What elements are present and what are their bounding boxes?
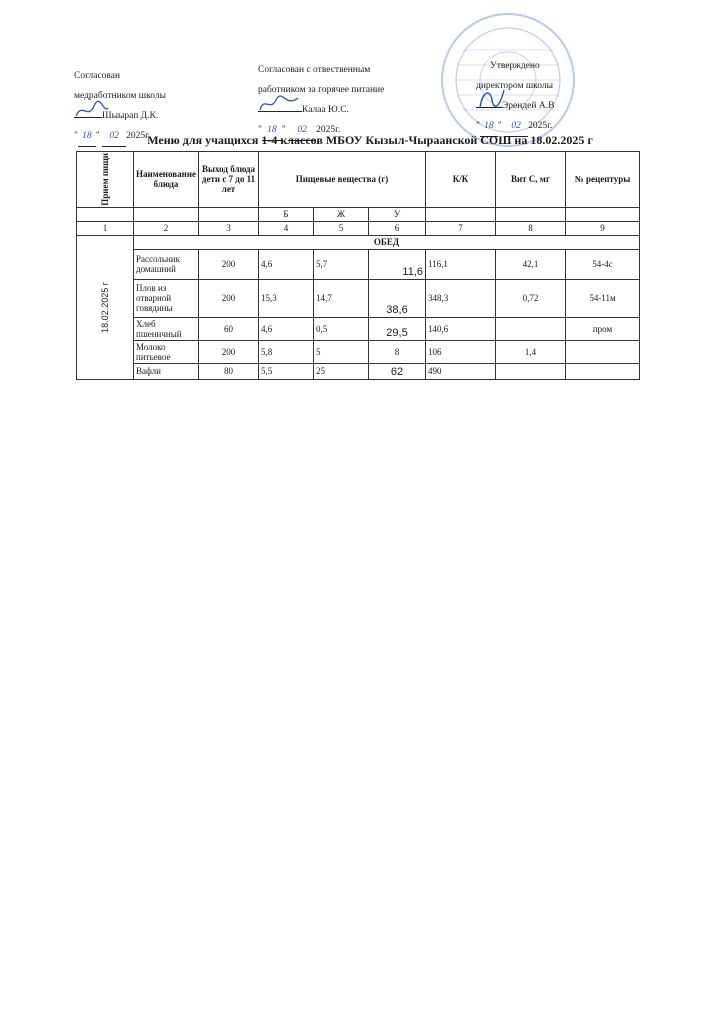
protein: 5,8 xyxy=(259,340,314,363)
subheader-zh: Ж xyxy=(314,207,369,221)
table-row xyxy=(77,363,640,379)
date-month: 02 xyxy=(288,120,316,141)
col-number: 8 xyxy=(496,221,566,235)
fat: 0,5 xyxy=(314,317,369,340)
vitamin-c: 42,1 xyxy=(496,249,566,279)
date-day: 18 xyxy=(262,120,282,141)
protein: 4,6 xyxy=(259,317,314,340)
dish-name: Хлеб пшеничный xyxy=(134,317,199,340)
date-quote-open: " xyxy=(258,125,262,135)
approval-food-responsible xyxy=(258,60,448,141)
portion: 200 xyxy=(199,279,259,317)
col-number: 5 xyxy=(314,221,369,235)
date-year: 2025г. xyxy=(528,121,553,131)
approval-director xyxy=(476,56,656,137)
dish-name: Рассольник домашний xyxy=(134,249,199,279)
approval-role: медработником школы xyxy=(74,91,166,101)
date-cell: 18.02.2025 г xyxy=(77,235,134,379)
menu-table xyxy=(76,151,640,380)
date-quote-close: " xyxy=(95,131,100,141)
dish-name: Вафли xyxy=(134,363,199,379)
section-row xyxy=(77,235,640,249)
subheader-row xyxy=(77,207,640,221)
header-vitc: Вит С, мг xyxy=(496,152,566,208)
recipe-number xyxy=(566,340,640,363)
approval-label: Утверждено xyxy=(490,61,540,71)
col-number: 4 xyxy=(259,221,314,235)
approval-name: Эрендей А.В xyxy=(502,101,555,111)
col-number: 2 xyxy=(134,221,199,235)
dish-name: Плов из отварной говядины xyxy=(134,279,199,317)
date-quote-close: " xyxy=(497,121,502,131)
vitamin-c: 0,72 xyxy=(496,279,566,317)
approval-name: Шыырап Д.К. xyxy=(102,111,159,121)
carbs: 29,5 xyxy=(369,317,426,340)
date-month: 02 xyxy=(504,116,528,137)
kcal: 106 xyxy=(426,340,496,363)
portion: 200 xyxy=(199,340,259,363)
col-number: 7 xyxy=(426,221,496,235)
kcal: 348,3 xyxy=(426,279,496,317)
date-month: 02 xyxy=(102,126,126,147)
dish-name: Молоко питьевое xyxy=(134,340,199,363)
date-quote-open: " xyxy=(74,131,78,141)
table-row xyxy=(77,279,640,317)
recipe-number: 54-11м xyxy=(566,279,640,317)
portion: 200 xyxy=(199,249,259,279)
approval-label: Согласован xyxy=(74,71,121,81)
kcal: 116,1 xyxy=(426,249,496,279)
vitamin-c: 1,4 xyxy=(496,340,566,363)
header-meal: Прием пищи xyxy=(77,152,134,208)
table-row xyxy=(77,317,640,340)
col-number: 1 xyxy=(77,221,134,235)
header-dish: Наименование блюда xyxy=(134,152,199,208)
portion: 60 xyxy=(199,317,259,340)
protein: 5,5 xyxy=(259,363,314,379)
subheader-u: У xyxy=(369,207,426,221)
fat: 14,7 xyxy=(314,279,369,317)
kcal: 140,6 xyxy=(426,317,496,340)
header-recipe: № рецептуры xyxy=(566,152,640,208)
carbs: 11,6 xyxy=(369,249,426,279)
date-day: 18 xyxy=(480,116,498,137)
table-row xyxy=(77,249,640,279)
col-number: 6 xyxy=(369,221,426,235)
signature-medical xyxy=(74,100,110,122)
col-number: 3 xyxy=(199,221,259,235)
kcal: 490 xyxy=(426,363,496,379)
date-year: 2025г. xyxy=(126,131,151,141)
date-quote-close: " xyxy=(281,125,286,135)
vitamin-c xyxy=(496,317,566,340)
header-kcal: К/К xyxy=(426,152,496,208)
carbs: 8 xyxy=(369,340,426,363)
protein: 4,6 xyxy=(259,249,314,279)
recipe-number: пром xyxy=(566,317,640,340)
col-number: 9 xyxy=(566,221,640,235)
carbs: 38,6 xyxy=(369,279,426,317)
vitamin-c xyxy=(496,363,566,379)
date-quote-open: " xyxy=(476,121,480,131)
fat: 25 xyxy=(314,363,369,379)
carbs: 62 xyxy=(369,363,426,379)
fat: 5,7 xyxy=(314,249,369,279)
signature-food xyxy=(258,92,300,114)
signature-director xyxy=(476,86,506,112)
recipe-number xyxy=(566,363,640,379)
section-title: ОБЕД xyxy=(134,235,640,249)
portion: 80 xyxy=(199,363,259,379)
date-day: 18 xyxy=(78,126,96,147)
column-numbers-row xyxy=(77,221,640,235)
header-portion: Выход блюда дети с 7 до 11 лет xyxy=(199,152,259,208)
fat: 5 xyxy=(314,340,369,363)
approval-role: работником за горячее питание xyxy=(258,85,385,95)
approval-label: Согласован с отвественным xyxy=(258,65,371,75)
protein: 15,3 xyxy=(259,279,314,317)
date-year: 2025г. xyxy=(316,125,341,135)
header-row xyxy=(77,152,640,208)
recipe-number: 54-4с xyxy=(566,249,640,279)
approval-role: директором школы xyxy=(476,81,554,91)
subheader-b: Б xyxy=(259,207,314,221)
header-nutrients: Пищевые вещества (г) xyxy=(259,152,426,208)
approval-name: Калаа Ю.С. xyxy=(302,105,349,115)
document-title: Меню для учащихся 1-4 классов МБОУ Кызыл-Чыраанской СОШ на 18.02.2025 г xyxy=(147,133,593,147)
table-row xyxy=(77,340,640,363)
